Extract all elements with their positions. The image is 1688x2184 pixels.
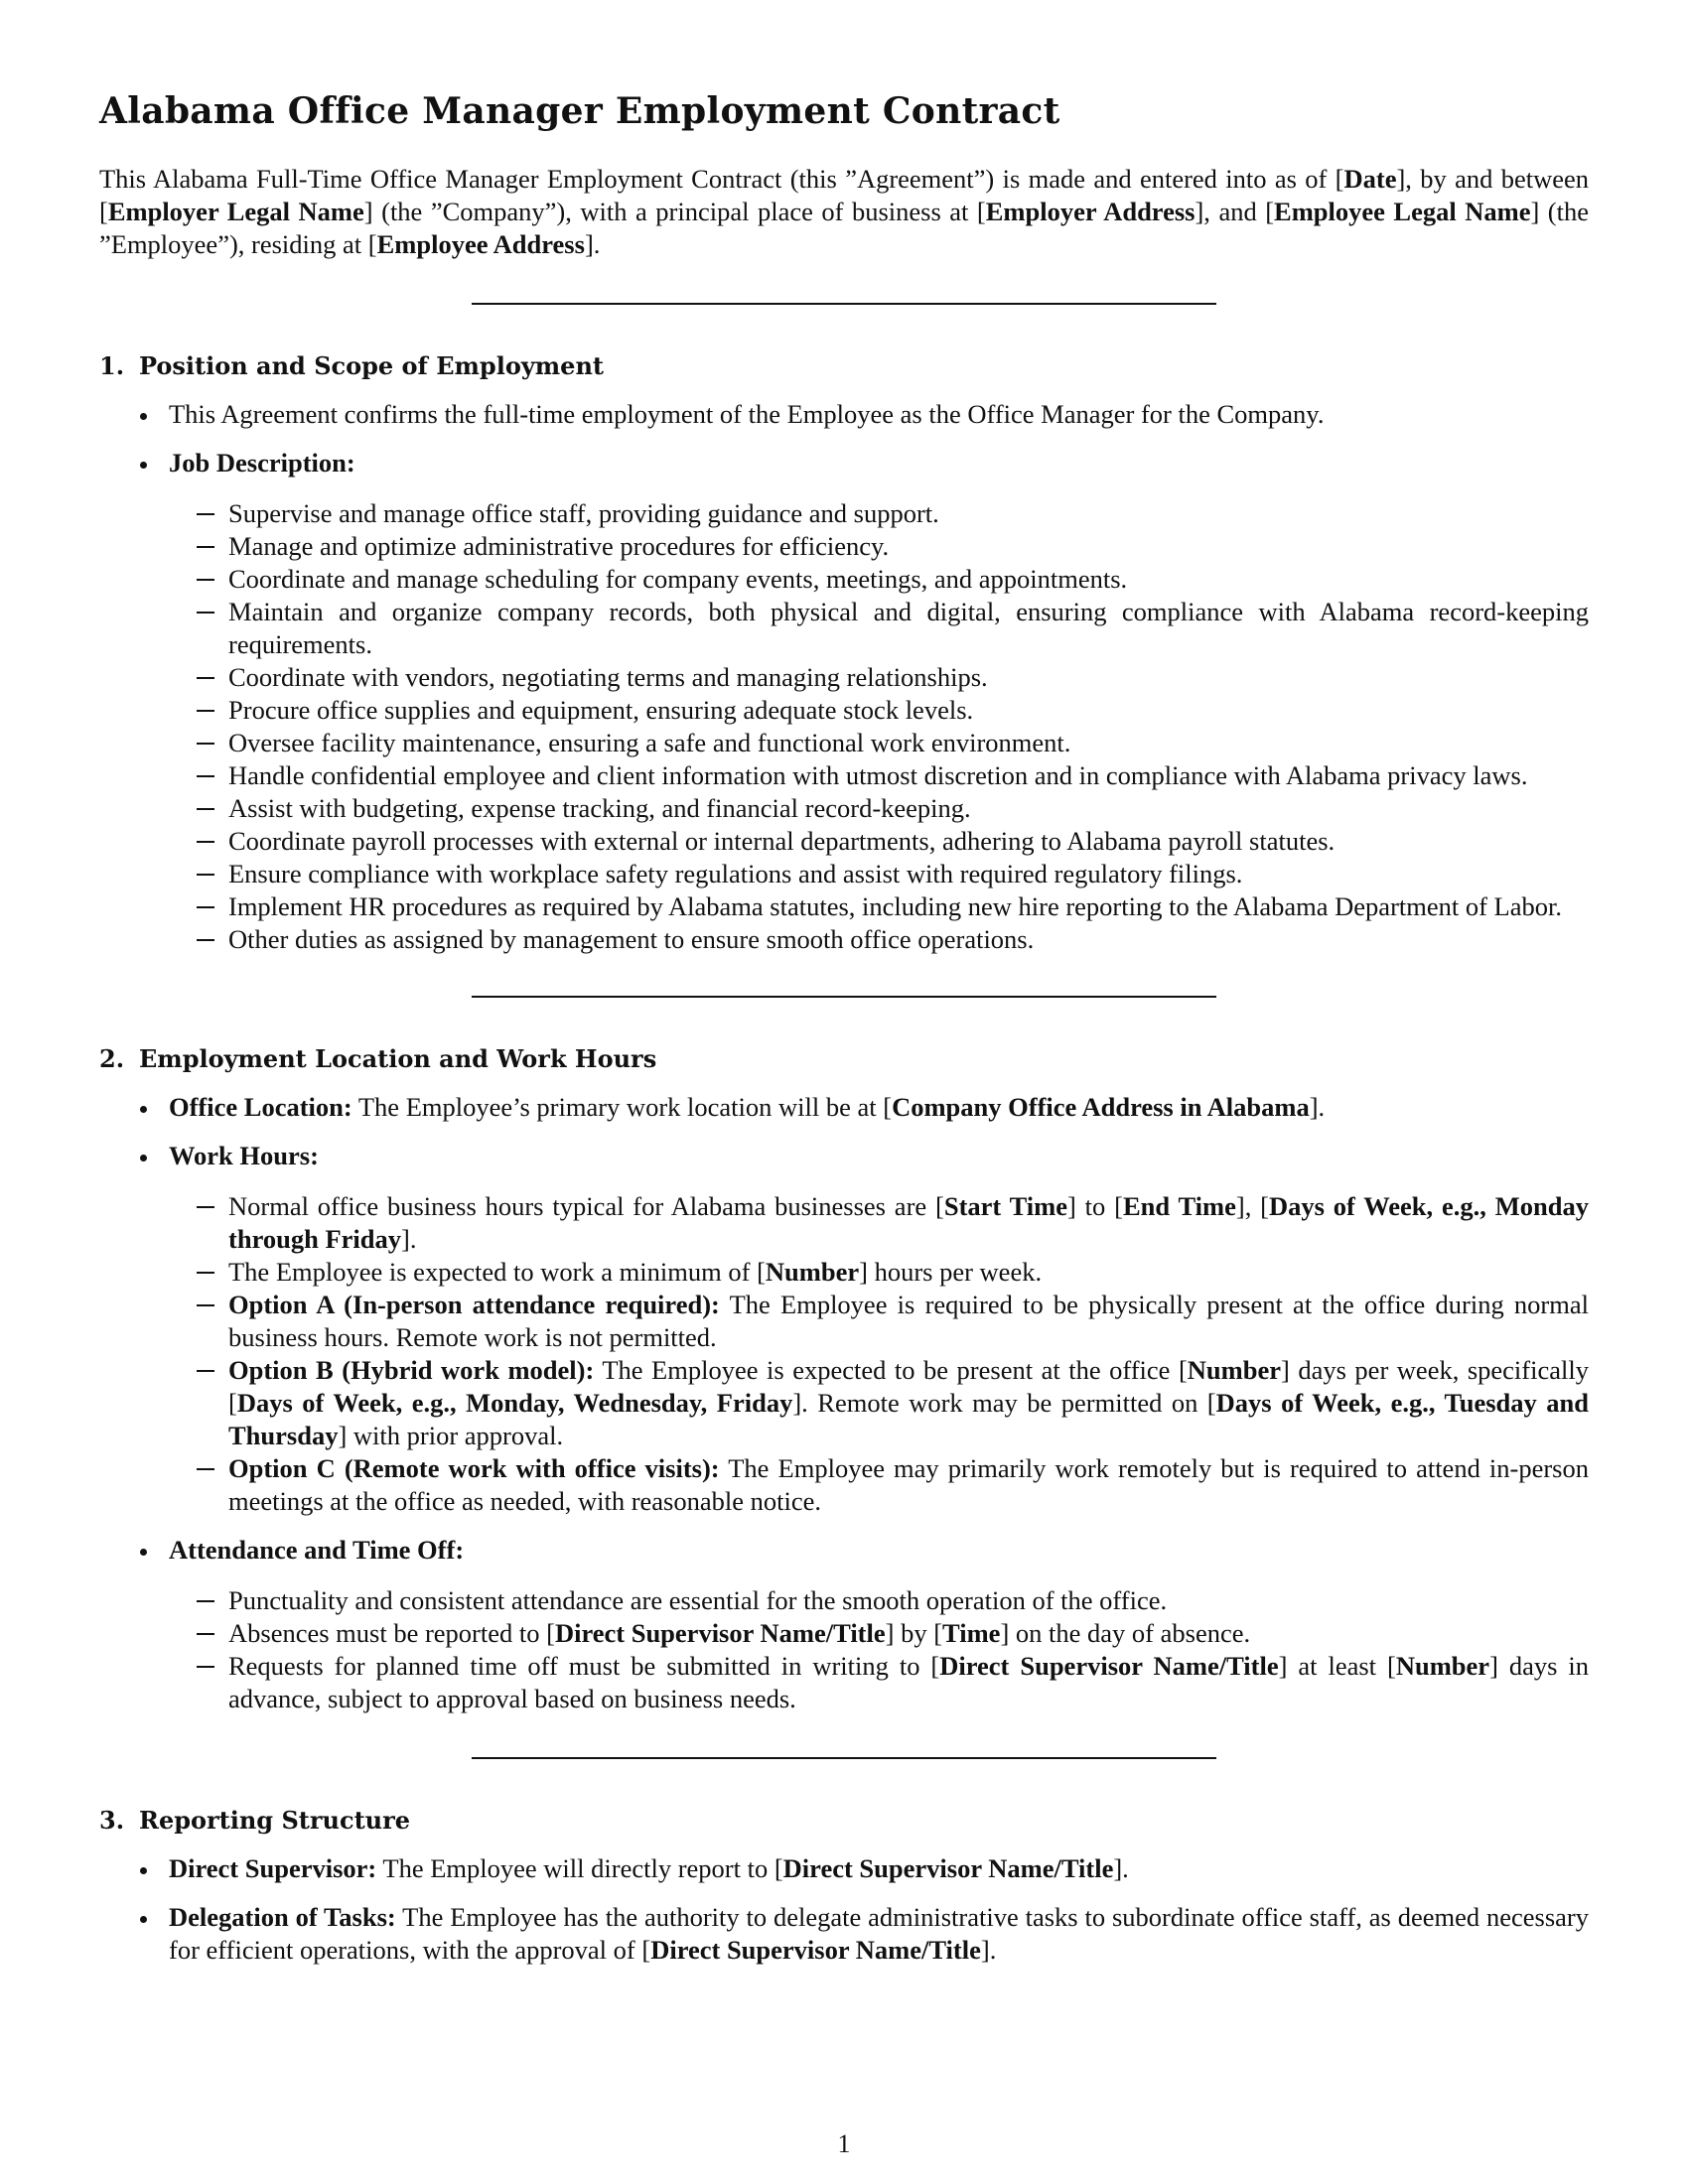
section-heading <box>99 1805 1589 1837</box>
supervisor-field: Direct Supervisor Name/Title <box>554 1618 886 1648</box>
bullet-list <box>99 1852 1589 1967</box>
list-item <box>99 1534 1589 1715</box>
duty-item <box>169 530 1589 563</box>
dash-icon <box>197 1206 214 1208</box>
employer-name-field: Employer Legal Name <box>107 197 364 226</box>
item-text: The Employee will directly report to [ <box>376 1853 783 1883</box>
duty-text: Assist with budgeting, expense tracking, and financial record-keeping. <box>228 793 971 823</box>
list-item <box>99 447 1589 956</box>
office-location-label: Office Location: <box>169 1092 352 1122</box>
item-text: ] on the day of absence. <box>1000 1618 1251 1648</box>
start-time-field: Start Time <box>943 1191 1067 1221</box>
direct-supervisor-label: Direct Supervisor: <box>169 1853 377 1883</box>
bullet-icon <box>140 1867 147 1874</box>
dash-icon <box>197 612 214 614</box>
dash-icon <box>197 1304 214 1306</box>
section-divider <box>472 1757 1216 1759</box>
section-number: 2. <box>99 1044 125 1073</box>
item-text: Requests for planned time off must be submitted in writing to [ <box>228 1651 940 1681</box>
item-text: The Employee may primarily work remotely but is required to attend in-person meetings at the office as needed, with reasonable notice. <box>228 1453 1589 1516</box>
time-field: Time <box>942 1618 1001 1648</box>
item-text: Normal office business hours typical for Alabama businesses are [ <box>228 1191 944 1221</box>
duty-item <box>169 563 1589 596</box>
duty-item <box>169 792 1589 825</box>
hours-number-field: Number <box>765 1257 860 1287</box>
work-hours-label: Work Hours: <box>169 1141 319 1170</box>
end-time-field: End Time <box>1122 1191 1236 1221</box>
item-text: ] days in advance, subject to approval based on business needs. <box>228 1651 1589 1713</box>
work-hours-list <box>169 1190 1589 1518</box>
item-text: The Employee’s primary work location will be at [ <box>352 1092 893 1122</box>
item-text: Punctuality and consistent attendance are essential for the smooth operation of the office. <box>228 1585 1168 1615</box>
list-item <box>99 1901 1589 1967</box>
dash-icon <box>197 513 214 515</box>
section-divider <box>472 996 1216 998</box>
duty-item <box>169 661 1589 694</box>
duty-text: Ensure compliance with workplace safety regulations and assist with required regulatory filings. <box>228 859 1243 888</box>
duty-item <box>169 858 1589 890</box>
intro-text: ], and [ <box>1195 197 1275 226</box>
duty-text: Implement HR procedures as required by Alabama statutes, including new hire reporting to the Alabama Department of Labor. <box>228 891 1562 921</box>
item-text: This Agreement confirms the full-time employment of the Employee as the Office Manager for the Company. <box>169 399 1325 429</box>
dash-icon <box>197 775 214 777</box>
option-c-label: Option C (Remote work with office visits): <box>228 1453 720 1483</box>
item-text: Absences must be reported to [ <box>228 1618 555 1648</box>
duty-text: Coordinate and manage scheduling for company events, meetings, and appointments. <box>228 564 1128 594</box>
duty-text: Supervise and manage office staff, providing guidance and support. <box>228 498 939 528</box>
duties-list <box>169 497 1589 956</box>
section-number: 3. <box>99 1806 125 1835</box>
item-text: The Employee is expected to work a minimum of [ <box>228 1257 766 1287</box>
sub-list-item <box>169 1190 1589 1256</box>
intro-text: This Alabama Full-Time Office Manager Employment Contract (this ”Agreement”) is made and entered into as of [ <box>99 164 1344 194</box>
duty-item <box>169 923 1589 956</box>
employer-address-field: Employer Address <box>985 197 1196 226</box>
notice-days-field: Number <box>1395 1651 1490 1681</box>
dash-icon <box>197 743 214 745</box>
duty-text: Other duties as assigned by management to ensure smooth office operations. <box>228 924 1035 954</box>
item-text: ]. <box>980 1935 997 1965</box>
date-field: Date <box>1343 164 1397 194</box>
dash-icon <box>197 1633 214 1635</box>
job-description-label: Job Description: <box>169 448 355 478</box>
office-days-field: Days of Week, e.g., Monday, Wednesday, Friday <box>236 1388 793 1418</box>
item-text: ] at least [ <box>1278 1651 1396 1681</box>
office-days-number-field: Number <box>1187 1355 1281 1385</box>
dash-icon <box>197 1600 214 1602</box>
dash-icon <box>197 677 214 679</box>
item-text: ]. Remote work may be permitted on [ <box>792 1388 1216 1418</box>
section-location-hours <box>99 1043 1589 1715</box>
dash-icon <box>197 1272 214 1274</box>
dash-icon <box>197 710 214 712</box>
option-b-label: Option B (Hybrid work model): <box>228 1355 595 1385</box>
days-of-week-field: Days of Week, e.g., Monday through Friday <box>228 1191 1589 1254</box>
document-page <box>99 87 1589 1982</box>
section-number: 1. <box>99 351 125 380</box>
item-text: The Employee is required to be physically present at the office during normal business hours. Remote work is not permitted. <box>228 1290 1589 1352</box>
item-text: ] to [ <box>1067 1191 1123 1221</box>
dash-icon <box>197 579 214 581</box>
duty-text: Maintain and organize company records, both physical and digital, ensuring compliance with Alabama record-keeping requirements. <box>228 597 1589 659</box>
sub-list-item <box>169 1617 1589 1650</box>
intro-text: ] (the ”Company”), with a principal place of business at [ <box>363 197 986 226</box>
section-heading <box>99 1043 1589 1075</box>
intro-text: ] (the ”Employee”), residing at [ <box>99 197 1590 259</box>
item-text: ], [ <box>1235 1191 1269 1221</box>
sub-list-item <box>169 1289 1589 1354</box>
dash-icon <box>197 1370 214 1372</box>
office-address-field: Company Office Address in Alabama <box>892 1092 1310 1122</box>
item-text: ] days per week, specifically [ <box>228 1355 1589 1418</box>
delegation-label: Delegation of Tasks: <box>169 1902 396 1932</box>
list-item <box>99 1140 1589 1518</box>
supervisor-field: Direct Supervisor Name/Title <box>939 1651 1279 1681</box>
employee-address-field: Employee Address <box>376 229 585 259</box>
bullet-icon <box>140 1155 147 1161</box>
duty-item <box>169 727 1589 759</box>
duty-text: Coordinate payroll processes with external or internal departments, adhering to Alabama payroll statutes. <box>228 826 1336 856</box>
sub-list-item <box>169 1452 1589 1518</box>
sub-list-item <box>169 1256 1589 1289</box>
dash-icon <box>197 546 214 548</box>
bullet-list <box>99 1091 1589 1715</box>
dash-icon <box>197 841 214 843</box>
list-item <box>99 1852 1589 1885</box>
bullet-list <box>99 398 1589 956</box>
dash-icon <box>197 906 214 908</box>
list-item <box>99 1091 1589 1124</box>
supervisor-field: Direct Supervisor Name/Title <box>650 1935 981 1965</box>
remote-days-field: Days of Week, e.g., Tuesday and Thursday <box>228 1388 1589 1450</box>
dash-icon <box>197 808 214 810</box>
bullet-icon <box>140 413 147 420</box>
duty-item <box>169 596 1589 661</box>
item-text: ]. <box>1113 1853 1129 1883</box>
section-title: Reporting Structure <box>139 1806 411 1835</box>
attendance-label: Attendance and Time Off: <box>169 1535 465 1565</box>
section-heading <box>99 350 1589 382</box>
document-title: Alabama Office Manager Employment Contract <box>99 90 1060 132</box>
duty-item <box>169 825 1589 858</box>
intro-text: ], by and between [ <box>99 164 1590 226</box>
item-text: The Employee has the authority to delegate administrative tasks to subordinate office staff, as deemed necessary for efficient operations, with the approval of [ <box>169 1902 1589 1965</box>
employee-name-field: Employee Legal Name <box>1274 197 1531 226</box>
duty-text: Coordinate with vendors, negotiating terms and managing relationships. <box>228 662 988 692</box>
option-a-label: Option A (In-person attendance required): <box>228 1290 720 1319</box>
duty-item <box>169 759 1589 792</box>
section-reporting <box>99 1805 1589 1967</box>
supervisor-field: Direct Supervisor Name/Title <box>782 1853 1114 1883</box>
dash-icon <box>197 874 214 876</box>
dash-icon <box>197 1468 214 1470</box>
bullet-icon <box>140 1549 147 1556</box>
dash-icon <box>197 939 214 941</box>
list-item <box>99 398 1589 431</box>
sub-list-item <box>169 1650 1589 1715</box>
intro-paragraph <box>99 163 1589 261</box>
item-text: ]. <box>401 1224 417 1254</box>
page-number: 1 <box>837 2129 851 2158</box>
bullet-icon <box>140 462 147 469</box>
section-title: Employment Location and Work Hours <box>139 1044 657 1073</box>
duty-item <box>169 694 1589 727</box>
dash-icon <box>197 1666 214 1668</box>
intro-text: ]. <box>584 229 601 259</box>
item-text: ] with prior approval. <box>338 1421 564 1450</box>
item-text: The Employee is expected to be present at the office [ <box>594 1355 1188 1385</box>
section-position <box>99 350 1589 956</box>
duty-text: Procure office supplies and equipment, ensuring adequate stock levels. <box>228 695 974 725</box>
section-divider <box>472 303 1216 305</box>
bullet-icon <box>140 1106 147 1113</box>
duty-text: Oversee facility maintenance, ensuring a safe and functional work environment. <box>228 728 1071 757</box>
item-text: ] hours per week. <box>859 1257 1043 1287</box>
sub-list-item <box>169 1354 1589 1452</box>
bullet-icon <box>140 1916 147 1923</box>
item-text: ]. <box>1309 1092 1326 1122</box>
duty-item <box>169 890 1589 923</box>
item-text: ] by [ <box>885 1618 943 1648</box>
duty-item <box>169 497 1589 530</box>
sub-list-item <box>169 1584 1589 1617</box>
duty-text: Manage and optimize administrative procedures for efficiency. <box>228 531 890 561</box>
section-title: Position and Scope of Employment <box>139 351 604 380</box>
duty-text: Handle confidential employee and client information with utmost discretion and in compliance with Alabama privacy laws. <box>228 760 1528 790</box>
attendance-list <box>169 1584 1589 1715</box>
